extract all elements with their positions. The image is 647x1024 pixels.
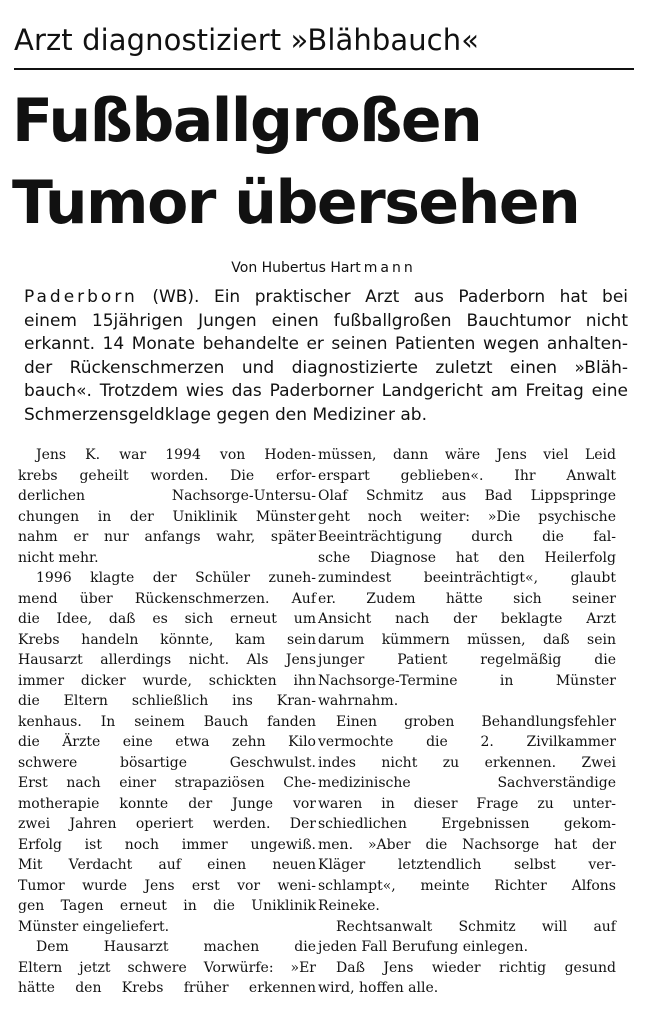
body-line: schiedlichen Ergebnissen gekom- (318, 816, 616, 832)
body-line: wird, hoffen alle. (318, 980, 439, 996)
body-line: Mit Verdacht auf einen neuen (18, 857, 316, 873)
body-line: die Eltern schließlich ins Kran- (18, 693, 316, 709)
body-line: sche Diagnose hat den Heilerfolg (318, 549, 616, 566)
body-line: Erfolg ist noch immer ungewiß. (18, 836, 316, 853)
body-line: Ansicht nach der beklagte Arzt (318, 611, 616, 627)
body-line: schlampt«, meinte Richter Alfons (318, 877, 616, 894)
lead-line-text: (WB). Ein praktischer Arzt aus Paderborn hat bei (137, 287, 628, 307)
headline-line: Fußballgroßen (12, 86, 482, 156)
body-line: nahm er nur anfangs wahr, später (18, 529, 316, 545)
body-line: schwere bösartige Geschwulst. (18, 754, 316, 771)
body-line: waren in dieser Frage zu unter- (318, 795, 616, 812)
kicker-line: Arzt diagnostiziert »Blähbauch« (14, 23, 480, 57)
lead-line: einem 15jährigen Jungen einen fußballgroßen Bauchtumor nicht (24, 310, 628, 331)
body-line: jeden Fall Berufung einlegen. (318, 939, 529, 955)
headline (12, 80, 636, 244)
body-line: vermochte die 2. Zivilkammer (318, 734, 616, 750)
body-line: die Idee, daß es sich erneut um (18, 611, 316, 627)
body-line: zwei Jahren operiert werden. Der (18, 816, 316, 832)
body-paragraph (318, 445, 616, 712)
body-paragraph (318, 917, 616, 958)
dateline-place: Paderborn (24, 287, 138, 307)
body-line: Dem Hausarzt machen die (36, 939, 316, 955)
body-line: Beeinträchtigung durch die fal- (318, 529, 616, 545)
lead-line: erkannt. 14 Monate behandelte er seinen Patienten wegen anhalten- (24, 334, 628, 354)
body-line: Krebs handeln könnte, kam sein (18, 631, 316, 648)
byline-spaced: tmann (355, 260, 416, 276)
body-line: die Ärzte eine etwa zehn Kilo (18, 734, 316, 750)
body-line: darum kümmern müssen, daß sein (318, 631, 616, 648)
body-line: men. »Aber die Nachsorge hat der (318, 836, 616, 853)
body-line: Kläger letztendlich selbst ver- (318, 857, 616, 873)
body-line: gen Tagen erneut in die Uniklinik (18, 898, 316, 914)
body-line: motherapie konnte der Junge vor (18, 795, 316, 812)
kicker-rule (14, 68, 634, 70)
body-column-left (18, 445, 316, 999)
body-column-right (318, 445, 616, 999)
body-line: müssen, dann wäre Jens viel Leid (318, 447, 616, 463)
body-paragraph (318, 958, 616, 999)
body-line: Hausarzt allerdings nicht. Als Jens (18, 652, 316, 668)
body-line: nicht mehr. (18, 549, 99, 566)
lead-paragraph (24, 286, 628, 427)
body-line: geht noch weiter: »Die psychische (318, 508, 616, 525)
body-line: erspart geblieben«. Ihr Anwalt (318, 467, 616, 484)
body-line: Eltern jetzt schwere Vorwürfe: »Er (18, 959, 316, 976)
lead-line (24, 286, 628, 310)
body-line: Olaf Schmitz aus Bad Lippspringe (318, 488, 616, 504)
body-line: Daß Jens wieder richtig gesund (336, 959, 616, 976)
body-line: Erst nach einer strapaziösen Che- (18, 775, 316, 791)
body-line: medizinische Sachverständige (318, 775, 616, 791)
body-line: Reineke. (318, 898, 380, 914)
body-line: Münster eingeliefert. (18, 918, 170, 935)
body-line: derlichen Nachsorge-Untersu- (18, 488, 316, 504)
lead-line: Schmerzensgeldklage gegen den Mediziner ab. (24, 404, 427, 425)
body-line: Nachsorge-Termine in Münster (318, 672, 616, 689)
body-line: kenhaus. In seinem Bauch fanden (18, 713, 316, 730)
body-line: mend über Rückenschmerzen. Auf (18, 590, 316, 607)
body-paragraph (18, 937, 316, 999)
body-line: Jens K. war 1994 von Hoden- (36, 447, 316, 463)
body-line: Tumor wurde Jens erst vor weni- (18, 877, 316, 894)
body-paragraph (18, 445, 316, 568)
body-line: immer dicker wurde, schickten ihn (18, 672, 316, 689)
lead-line: bauch«. Trotzdem wies das Paderborner Landgericht am Freitag eine (24, 381, 628, 401)
body-line: Rechtsanwalt Schmitz will auf (336, 918, 616, 935)
lead-line: der Rückenschmerzen und diagnostizierte zuletzt einen »Bläh- (24, 357, 628, 378)
body-paragraph (18, 568, 316, 937)
headline-line: Tumor übersehen (12, 168, 580, 238)
byline (0, 258, 647, 278)
body-line: krebs geheilt worden. Die erfor- (18, 467, 316, 484)
body-line: er. Zudem hätte sich seiner (318, 590, 616, 607)
body-line: wahrnahm. (318, 693, 399, 709)
body-line: junger Patient regelmäßig die (318, 652, 616, 668)
body-line: hätte den Krebs früher erkennen (18, 980, 316, 996)
body-paragraph (318, 712, 616, 917)
body-line: Einen groben Behandlungsfehler (336, 713, 616, 730)
body-line: 1996 klagte der Schüler zuneh- (36, 570, 316, 586)
body-line: zumindest beeinträchtigt«, glaubt (318, 570, 616, 586)
byline-prefix: Von Hubertus Har (231, 260, 356, 276)
body-line: chungen in der Uniklinik Münster (18, 508, 316, 525)
body-line: indes nicht zu erkennen. Zwei (318, 754, 616, 771)
